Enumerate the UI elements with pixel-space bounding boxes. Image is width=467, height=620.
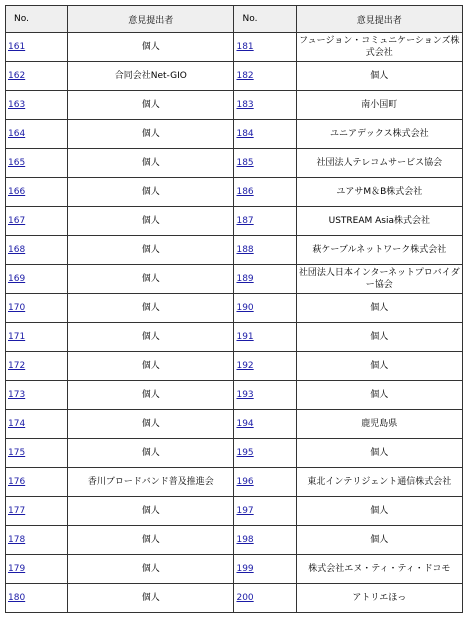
submitter-name-right: 個人	[296, 62, 462, 91]
entry-number-right	[234, 265, 296, 294]
entry-link[interactable]: 171	[8, 332, 26, 342]
entry-link[interactable]: 196	[236, 477, 254, 487]
table-row	[6, 584, 463, 613]
entry-number-right	[234, 323, 296, 352]
entry-link[interactable]: 197	[236, 506, 254, 516]
entry-number-left	[6, 265, 68, 294]
entry-link[interactable]: 173	[8, 390, 26, 400]
entry-number-right	[234, 555, 296, 584]
table-body	[6, 33, 463, 613]
entry-number-right	[234, 439, 296, 468]
submitter-name-right: 東北インテリジェント通信株式会社	[296, 468, 462, 497]
entry-number-left	[6, 33, 68, 62]
submitter-name-right: USTREAM Asia株式会社	[296, 207, 462, 236]
table-row	[6, 294, 463, 323]
entry-number-left	[6, 323, 68, 352]
submitter-name-left: 個人	[68, 91, 234, 120]
submitter-name-right: 個人	[296, 381, 462, 410]
submitter-name-left: 個人	[68, 584, 234, 613]
entry-number-right	[234, 149, 296, 178]
submitter-name-right: 個人	[296, 323, 462, 352]
entry-link[interactable]: 181	[236, 42, 254, 52]
submitter-name-right: ユアサM＆B株式会社	[296, 178, 462, 207]
entry-link[interactable]: 175	[8, 448, 26, 458]
table-row	[6, 497, 463, 526]
submitter-name-right: 個人	[296, 497, 462, 526]
entry-link[interactable]: 161	[8, 42, 26, 52]
entry-number-left	[6, 149, 68, 178]
submitter-name-left: 個人	[68, 439, 234, 468]
entry-number-left	[6, 439, 68, 468]
submitter-name-right: 個人	[296, 352, 462, 381]
submitter-name-left: 個人	[68, 497, 234, 526]
entry-link[interactable]: 176	[8, 477, 26, 487]
submitter-name-right: 個人	[296, 294, 462, 323]
submitter-name-left: 個人	[68, 352, 234, 381]
entry-number-left	[6, 178, 68, 207]
submitter-name-left: 個人	[68, 236, 234, 265]
entry-link[interactable]: 166	[8, 187, 26, 197]
entry-number-left	[6, 381, 68, 410]
entry-link[interactable]: 180	[8, 593, 26, 603]
entry-number-right	[234, 381, 296, 410]
entry-link[interactable]: 170	[8, 303, 26, 313]
entry-link[interactable]: 162	[8, 71, 26, 81]
entry-number-left	[6, 120, 68, 149]
entry-number-left	[6, 236, 68, 265]
submitter-table	[5, 5, 463, 613]
submitter-name-left: 合同会社Net-GIO	[68, 62, 234, 91]
entry-link[interactable]: 199	[236, 564, 254, 574]
entry-number-right	[234, 62, 296, 91]
entry-link[interactable]: 178	[8, 535, 26, 545]
entry-number-left	[6, 526, 68, 555]
submitter-name-left: 個人	[68, 120, 234, 149]
entry-link[interactable]: 188	[236, 245, 254, 255]
entry-number-left	[6, 555, 68, 584]
table-row	[6, 526, 463, 555]
entry-link[interactable]: 164	[8, 129, 26, 139]
table-row	[6, 410, 463, 439]
table-row	[6, 178, 463, 207]
entry-link[interactable]: 183	[236, 100, 254, 110]
entry-link[interactable]: 184	[236, 129, 254, 139]
table-row	[6, 265, 463, 294]
entry-link[interactable]: 167	[8, 216, 26, 226]
entry-link[interactable]: 168	[8, 245, 26, 255]
submitter-name-right: 個人	[296, 439, 462, 468]
table-row	[6, 352, 463, 381]
entry-link[interactable]: 169	[8, 274, 26, 284]
header-submitter-right: 意見提出者	[296, 6, 462, 33]
table-row	[6, 236, 463, 265]
submitter-name-right: 南小国町	[296, 91, 462, 120]
table-row	[6, 555, 463, 584]
entry-link[interactable]: 192	[236, 361, 254, 371]
entry-link[interactable]: 186	[236, 187, 254, 197]
table-row	[6, 439, 463, 468]
submitter-name-left: 個人	[68, 555, 234, 584]
entry-number-left	[6, 207, 68, 236]
table-row	[6, 62, 463, 91]
submitter-name-right: 萩ケーブルネットワーク株式会社	[296, 236, 462, 265]
entry-link[interactable]: 187	[236, 216, 254, 226]
entry-link[interactable]: 193	[236, 390, 254, 400]
entry-number-left	[6, 410, 68, 439]
entry-number-left	[6, 62, 68, 91]
entry-link[interactable]: 165	[8, 158, 26, 168]
entry-number-left	[6, 468, 68, 497]
entry-number-left	[6, 352, 68, 381]
table-row	[6, 207, 463, 236]
entry-link[interactable]: 179	[8, 564, 26, 574]
submitter-name-left: 個人	[68, 381, 234, 410]
table-row	[6, 91, 463, 120]
header-submitter-left: 意見提出者	[68, 6, 234, 33]
entry-link[interactable]: 182	[236, 71, 254, 81]
entry-link[interactable]: 195	[236, 448, 254, 458]
submitter-name-left: 個人	[68, 178, 234, 207]
submitter-name-left: 個人	[68, 207, 234, 236]
submitter-name-left: 個人	[68, 410, 234, 439]
entry-number-right	[234, 584, 296, 613]
entry-number-right	[234, 178, 296, 207]
entry-link[interactable]: 174	[8, 419, 26, 429]
entry-number-right	[234, 352, 296, 381]
submitter-name-right: ユニアデックス株式会社	[296, 120, 462, 149]
entry-number-right	[234, 526, 296, 555]
entry-number-right	[234, 33, 296, 62]
entry-number-left	[6, 584, 68, 613]
entry-link[interactable]: 198	[236, 535, 254, 545]
entry-number-right	[234, 410, 296, 439]
submitter-name-left: 個人	[68, 323, 234, 352]
header-no-left: No.	[6, 6, 68, 33]
entry-number-right	[234, 468, 296, 497]
submitter-name-right: フュージョン・コミュニケーションズ株式会社	[296, 33, 462, 62]
table-row	[6, 120, 463, 149]
submitter-name-right: 個人	[296, 526, 462, 555]
entry-number-right	[234, 91, 296, 120]
submitter-name-left: 個人	[68, 33, 234, 62]
submitter-name-left: 個人	[68, 149, 234, 178]
entry-link[interactable]: 185	[236, 158, 254, 168]
entry-link[interactable]: 177	[8, 506, 26, 516]
entry-link[interactable]: 191	[236, 332, 254, 342]
submitter-name-right: アトリエほっ	[296, 584, 462, 613]
submitter-name-left: 個人	[68, 526, 234, 555]
entry-link[interactable]: 172	[8, 361, 26, 371]
submitter-name-right: 社団法人テレコムサービス協会	[296, 149, 462, 178]
entry-number-right	[234, 294, 296, 323]
table-row	[6, 33, 463, 62]
submitter-name-left: 香川ブロードバンド普及推進会	[68, 468, 234, 497]
submitter-name-left: 個人	[68, 294, 234, 323]
table-row	[6, 381, 463, 410]
header-row	[6, 6, 463, 33]
entry-number-right	[234, 236, 296, 265]
entry-link[interactable]: 190	[236, 303, 254, 313]
table-row	[6, 468, 463, 497]
submitter-name-right: 株式会社エヌ・ティ・ティ・ドコモ	[296, 555, 462, 584]
entry-number-right	[234, 120, 296, 149]
table-row	[6, 323, 463, 352]
entry-number-right	[234, 497, 296, 526]
entry-link[interactable]: 163	[8, 100, 26, 110]
submitter-name-left: 個人	[68, 265, 234, 294]
submitter-name-right: 社団法人日本インターネットプロバイダー協会	[296, 265, 462, 294]
table-row	[6, 149, 463, 178]
entry-number-left	[6, 497, 68, 526]
header-no-right: No.	[234, 6, 296, 33]
entry-link[interactable]: 200	[236, 593, 254, 603]
entry-number-right	[234, 207, 296, 236]
entry-link[interactable]: 189	[236, 274, 254, 284]
entry-number-left	[6, 294, 68, 323]
entry-link[interactable]: 194	[236, 419, 254, 429]
entry-number-left	[6, 91, 68, 120]
submitter-name-right: 鹿児島県	[296, 410, 462, 439]
